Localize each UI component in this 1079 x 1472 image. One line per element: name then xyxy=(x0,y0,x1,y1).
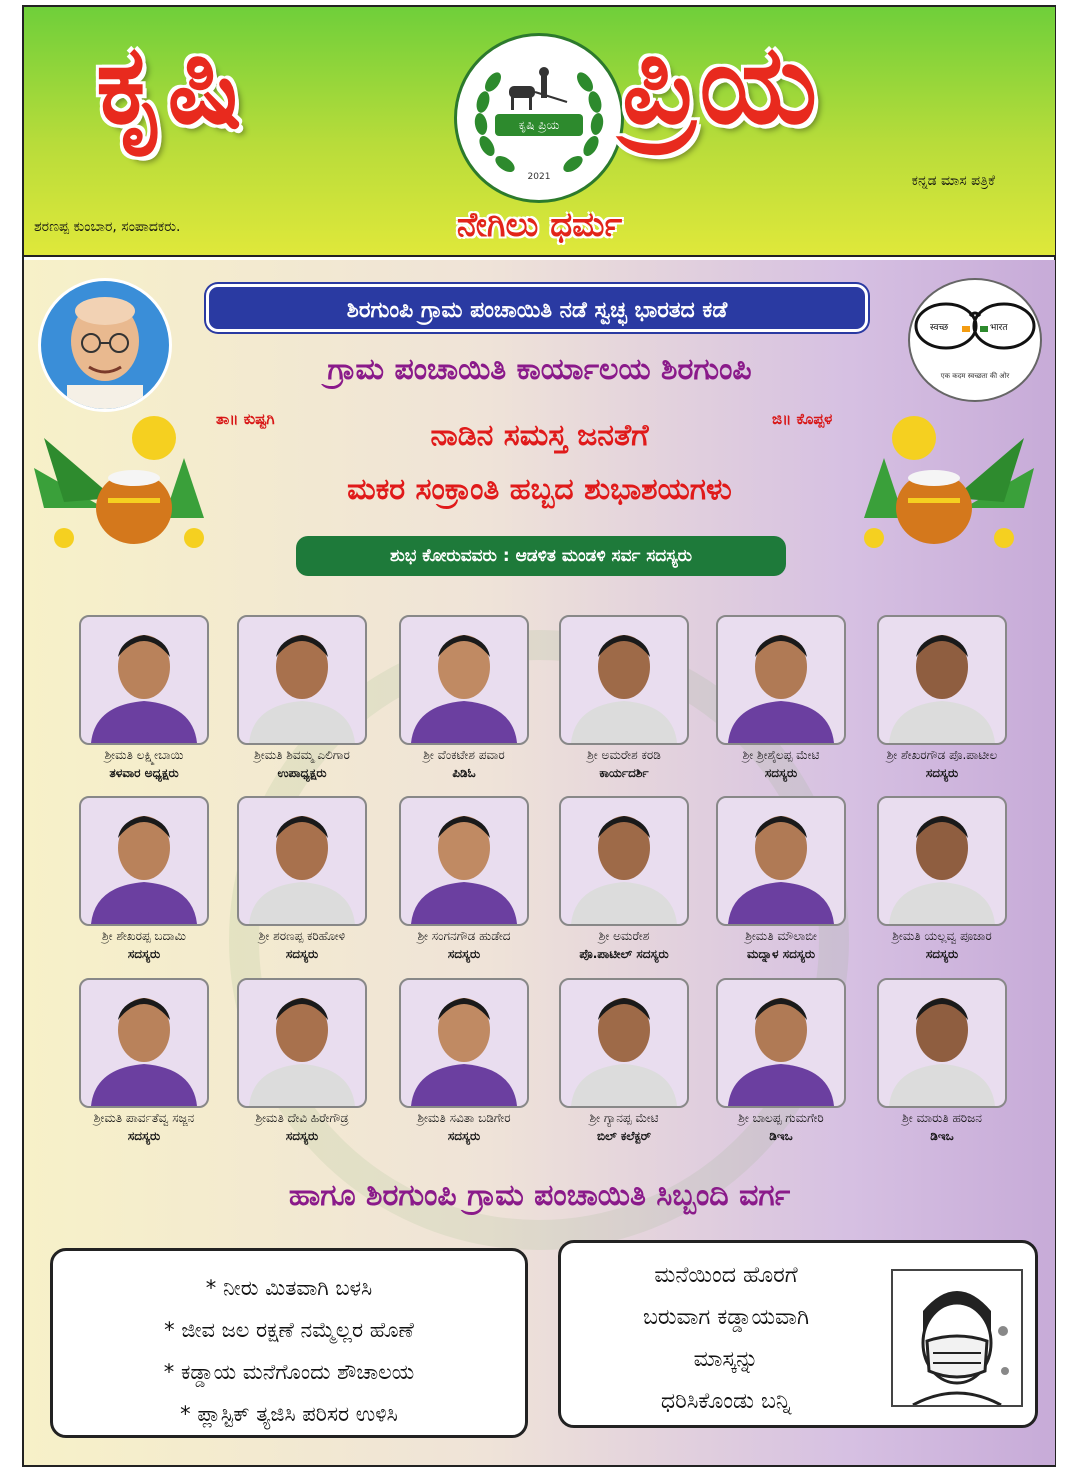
member-card xyxy=(394,796,534,962)
member-role: ಕಾರ್ಯದರ್ಶಿ xyxy=(599,766,649,780)
member-photo xyxy=(559,615,689,745)
member-photo xyxy=(716,615,846,745)
tip-item: * ನೀರು ಮಿತವಾಗಿ ಬಳಸಿ xyxy=(205,1276,373,1300)
magazine-emblem xyxy=(454,33,624,203)
magazine-type: ಕನ್ನಡ ಮಾಸ ಪತ್ರಿಕೆ xyxy=(911,173,995,189)
masthead xyxy=(24,7,1055,257)
member-name: ಶ್ರೀಮತಿ ಮೌಲಾಬೀ xyxy=(745,929,817,943)
tip-item: * ಕಡ್ಡಾಯ ಮನೆಗೊಂದು ಶೌಚಾಲಯ xyxy=(163,1360,415,1384)
member-photo xyxy=(877,796,1007,926)
member-card xyxy=(711,796,851,962)
member-name: ಶ್ರೀ ಸಂಗನಗೌಡ ಹುಡೇದ xyxy=(417,929,511,943)
swachh-word-right: भारत xyxy=(990,323,1008,333)
office-title: ಗ್ರಾಮ ಪಂಚಾಯಿತಿ ಕಾರ್ಯಾಲಯ ಶಿರಗುಂಪಿ xyxy=(327,352,752,387)
member-photo xyxy=(399,615,529,745)
brand-title-left: ಕೃಷಿ xyxy=(96,20,245,148)
member-role: ಸದಸ್ಯರು xyxy=(447,947,481,961)
member-photo xyxy=(716,796,846,926)
member-name: ಶ್ರೀಮತಿ ಲಕ್ಷ್ಮೀಬಾಯಿ xyxy=(104,748,184,762)
member-name: ಶ್ರೀಮತಿ ಸವಿತಾ ಬಡಿಗೇರ xyxy=(417,1111,511,1125)
member-name: ಶ್ರೀ ವೆಂಕಟೇಶ ಪವಾರ xyxy=(423,748,505,762)
member-card xyxy=(554,796,694,962)
face-mask-icon xyxy=(891,1269,1023,1407)
member-name: ಶ್ರೀಮತಿ ಯಲ್ಲವ್ವ ಪೂಜಾರ xyxy=(892,929,992,943)
member-photo xyxy=(716,978,846,1108)
member-photo xyxy=(399,796,529,926)
member-name: ಶ್ರೀ ಶ್ರೀಶೈಲಪ್ಪ ಮೇಟಿ xyxy=(742,748,820,762)
swachh-tagline: एक कदम स्वच्छता की ओर xyxy=(940,372,1010,380)
member-card xyxy=(232,796,372,962)
member-photo xyxy=(237,978,367,1108)
member-role: ಸದಸ್ಯರು xyxy=(925,947,959,961)
emblem-text: ಕೃಷಿ ಪ್ರಿಯ xyxy=(495,114,583,136)
wishers-banner: ಶುಭ ಕೋರುವವರು : ಆಡಳಿತ ಮಂಡಳಿ ಸರ್ವ ಸದಸ್ಯರು xyxy=(296,536,786,576)
member-card xyxy=(711,615,851,781)
member-photo xyxy=(79,978,209,1108)
member-card xyxy=(711,978,851,1144)
member-role: ಸದಸ್ಯರು xyxy=(925,766,959,780)
gandhi-portrait xyxy=(38,278,172,412)
member-card xyxy=(74,796,214,962)
member-card xyxy=(394,978,534,1144)
greeting-line-2: ಮಕರ ಸಂಕ್ರಾಂತಿ ಹಬ್ಬದ ಶುಭಾಶಯಗಳು xyxy=(347,472,732,507)
member-role: ಸದಸ್ಯರು xyxy=(285,1129,319,1143)
member-photo xyxy=(877,978,1007,1108)
swachh-banner: ಶಿರಗುಂಪಿ ಗ್ರಾಮ ಪಂಚಾಯಿತಿ ನಡೆ ಸ್ವಚ್ಛ ಭಾರತದ ಕಡೆ xyxy=(206,284,868,332)
member-name: ಶ್ರೀ ಶೇಖರಪ್ಪ ಬದಾಮಿ xyxy=(102,929,186,943)
member-card xyxy=(74,615,214,781)
member-role: ಮದ್ನಾಳ ಸದಸ್ಯರು xyxy=(746,947,816,961)
member-card xyxy=(232,615,372,781)
member-photo xyxy=(79,615,209,745)
member-role: ಸದಸ್ಯರು xyxy=(764,766,798,780)
member-photo xyxy=(399,978,529,1108)
tips-box xyxy=(50,1248,528,1438)
emblem-year: 2021 xyxy=(527,172,551,182)
member-card xyxy=(872,978,1012,1144)
member-photo xyxy=(877,615,1007,745)
member-photo xyxy=(559,978,689,1108)
slogan: ನೇಗಿಲು ಧರ್ಮ xyxy=(456,205,623,245)
member-role: ಪಿಡಿಓ xyxy=(452,766,476,780)
member-name: ಶ್ರೀ ಶರಣಪ್ಪ ಕರಿಹೋಳಿ xyxy=(258,929,346,943)
member-card xyxy=(394,615,534,781)
member-role: ಸದಸ್ಯರು xyxy=(127,947,161,961)
member-name: ಶ್ರೀಮತಿ ದೇವಿ ಹಿರೇಗೌಡ್ರ xyxy=(255,1111,349,1125)
mask-notice-line: ಮಾಸ್ಕನ್ನು xyxy=(693,1347,759,1372)
member-card xyxy=(872,615,1012,781)
greeting-line-1: ನಾಡಿನ ಸಮಸ್ತ ಜನತೆಗೆ xyxy=(430,418,649,453)
swachh-word-left: स्वच्छ xyxy=(930,323,949,333)
tip-item: * ಪ್ಲಾಸ್ಟಿಕ್ ತ್ಯಜಿಸಿ ಪರಿಸರ ಉಳಿಸಿ xyxy=(180,1402,398,1426)
member-photo xyxy=(79,796,209,926)
member-name: ಶ್ರೀ ಅಮರೇಶ xyxy=(598,929,650,943)
mask-notice-line: ಧರಿಸಿಕೊಂಡು ಬನ್ನಿ xyxy=(660,1389,792,1414)
member-role: ಸದಸ್ಯರು xyxy=(285,947,319,961)
member-card xyxy=(872,796,1012,962)
mask-notice-box xyxy=(558,1240,1038,1428)
member-role: ತಳವಾರ ಅಧ್ಯಕ್ಷರು xyxy=(109,766,179,780)
member-name: ಶ್ರೀ ಮಾರುತಿ ಹರಿಜನ xyxy=(902,1111,982,1125)
taluk-label: ತಾ॥ ಕುಷ್ಟಗಿ xyxy=(216,410,275,428)
greeting-poster xyxy=(24,260,1055,1465)
member-name: ಶ್ರೀಮತಿ ಶಿವಮ್ಮ ಎಲಿಗಾರ xyxy=(254,748,350,762)
member-card xyxy=(554,615,694,781)
tip-item: * ಜೀವ ಜಲ ರಕ್ಷಣೆ ನಮ್ಮೆಲ್ಲರ ಹೊಣೆ xyxy=(164,1318,414,1342)
member-name: ಶ್ರೀಮತಿ ಪಾರ್ವತೆವ್ವ ಸಜ್ಜನ xyxy=(93,1111,195,1125)
mask-notice-line: ಮನೆಯಿಂದ ಹೊರಗೆ xyxy=(654,1263,798,1288)
member-photo xyxy=(559,796,689,926)
member-card xyxy=(74,978,214,1144)
mask-notice-text xyxy=(571,1255,881,1423)
member-name: ಶ್ರೀ ಅಮರೇಶ ಕರಡಿ xyxy=(587,748,661,762)
staff-line: ಹಾಗೂ ಶಿರಗುಂಪಿ ಗ್ರಾಮ ಪಂಚಾಯಿತಿ ಸಿಬ್ಬಂದಿ ವರ್ಗ xyxy=(288,1178,791,1213)
mask-notice-line: ಬರುವಾಗ ಕಡ್ಡಾಯವಾಗಿ xyxy=(643,1305,809,1330)
member-card xyxy=(554,978,694,1144)
district-label: ಜಿ॥ ಕೊಪ್ಪಳ xyxy=(772,410,833,428)
member-role: ಸದಸ್ಯರು xyxy=(127,1129,161,1143)
brand-title-right: ಪ್ರಿಯ xyxy=(622,20,820,148)
member-photo xyxy=(237,615,367,745)
member-card xyxy=(232,978,372,1144)
member-role: ಡಿಇಒ xyxy=(769,1129,793,1143)
member-role: ಉಪಾಧ್ಯಕ್ಷರು xyxy=(277,766,327,780)
member-role: ಬಿಲ್ ಕಲೆಕ್ಟರ್ xyxy=(596,1129,652,1143)
member-name: ಶ್ರೀ ಬಾಲಪ್ಪ ಗುಮಗೇರಿ xyxy=(738,1111,824,1125)
member-name: ಶ್ರೀ ಗ್ಯಾನಪ್ಪ ಮೇಟಿ xyxy=(589,1111,659,1125)
editor-credit: ಶರಣಪ್ಪ ಕುಂಬಾರ, ಸಂಪಾದಕರು. xyxy=(34,219,181,235)
member-photo xyxy=(237,796,367,926)
member-role: ಡಿಇಒ xyxy=(930,1129,954,1143)
member-name: ಶ್ರೀ ಶೇಖರಗೌಡ ಪೊ.ಪಾಟೀಲ xyxy=(886,748,998,762)
member-role: ಸದಸ್ಯರು xyxy=(447,1129,481,1143)
member-role: ಪೊ.ಪಾಟೀಲ್ ಸದಸ್ಯರು xyxy=(579,947,669,961)
